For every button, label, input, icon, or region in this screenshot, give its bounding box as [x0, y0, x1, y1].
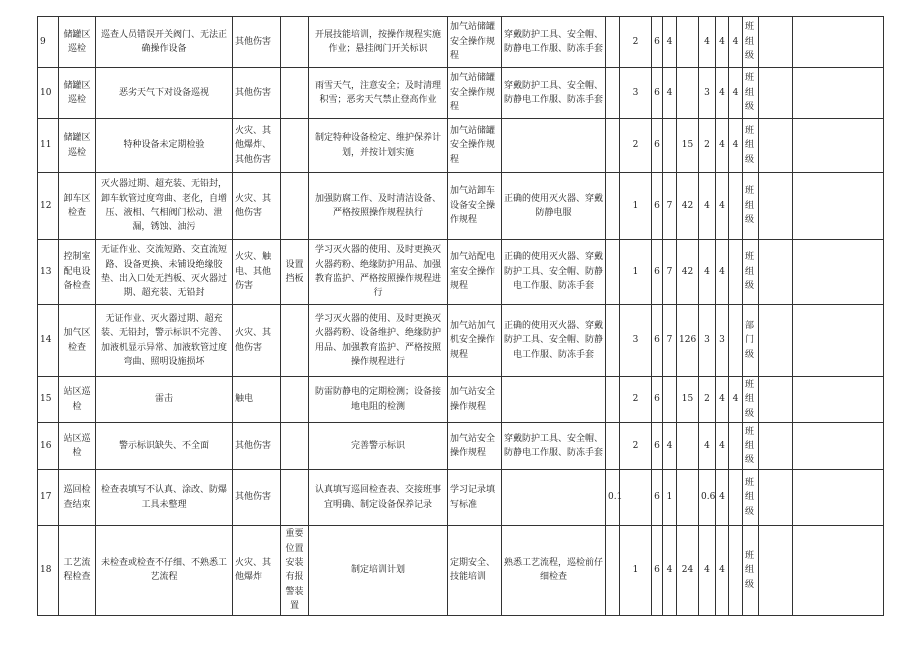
- likelihood-value: 1: [620, 240, 652, 305]
- risk-level-value: 4: [699, 173, 716, 240]
- training-education: 加气站安全操作规程: [448, 423, 502, 470]
- inspection-location: 控制室配电设备检查: [59, 240, 96, 305]
- management-measure: 完善警示标识: [309, 423, 448, 470]
- remark-cell: [759, 423, 793, 470]
- protective-equipment: 正确的使用灭火器、穿戴防护工具、安全帽、防静电工作服、防冻手套: [502, 305, 606, 377]
- inspection-location: 卸车区检查: [59, 173, 96, 240]
- control-grade: 班组级: [743, 173, 759, 240]
- risk-score: 126: [677, 305, 699, 377]
- emergency-measure: [606, 305, 620, 377]
- table-row: [38, 240, 884, 305]
- exposure-value: 6: [652, 119, 663, 173]
- hazard-description: 雷击: [96, 377, 233, 423]
- exposure-value: 6: [652, 240, 663, 305]
- hazard-description: 检查表填写不认真、涂改、防爆工具未整理: [96, 470, 233, 526]
- risk-level-value: 3: [699, 305, 716, 377]
- exposure-value: 6: [652, 17, 663, 68]
- inspection-location: 工艺流程检查: [59, 526, 96, 615]
- management-measure: 加强防腐工作、及时清洁设备、严格按照操作规程执行: [309, 173, 448, 240]
- inspection-location: 储罐区巡检: [59, 17, 96, 68]
- remark-cell-wide: [793, 240, 884, 305]
- emergency-measure: [606, 119, 620, 173]
- management-measure: 雨雪天气，注意安全；及时清理积雪；恶劣天气禁止登高作业: [309, 68, 448, 119]
- residual-score: [729, 423, 743, 470]
- management-measure: 认真填写巡回检查表、交接班事宜明确、制定设备保养记录: [309, 470, 448, 526]
- remark-cell-wide: [793, 526, 884, 615]
- row-number: 10: [38, 68, 59, 119]
- exposure-value: 6: [652, 173, 663, 240]
- remark-cell-wide: [793, 377, 884, 423]
- control-grade: 班组级: [743, 423, 759, 470]
- risk-score: 42: [677, 173, 699, 240]
- management-measure: 防雷防静电的定期检测；设备接地电阻的检测: [309, 377, 448, 423]
- accident-type: 触电: [233, 377, 281, 423]
- consequence-value: 4: [663, 423, 677, 470]
- hazard-description: 无证作业、交流短路、交直流短路、设备更换、未铺设绝缘胶垫、出入口处无挡板、灭火器过期、超充装、无铅封: [96, 240, 233, 305]
- control-grade: 班组级: [743, 17, 759, 68]
- inspection-location: 站区巡检: [59, 377, 96, 423]
- residual-value: 4: [716, 423, 729, 470]
- risk-level-value: 4: [699, 526, 716, 615]
- row-number: 17: [38, 470, 59, 526]
- emergency-measure: 0.1: [606, 470, 620, 526]
- remark-cell-wide: [793, 305, 884, 377]
- remark-cell: [759, 470, 793, 526]
- remark-cell-wide: [793, 423, 884, 470]
- emergency-measure: [606, 17, 620, 68]
- engineering-control: [281, 377, 309, 423]
- likelihood-value: 2: [620, 119, 652, 173]
- row-number: 13: [38, 240, 59, 305]
- likelihood-value: 1: [620, 173, 652, 240]
- hazard-description: 恶劣天气下对设备巡视: [96, 68, 233, 119]
- consequence-value: [663, 377, 677, 423]
- residual-value: 4: [716, 526, 729, 615]
- row-number: 15: [38, 377, 59, 423]
- remark-cell-wide: [793, 68, 884, 119]
- risk-level-value: 4: [699, 17, 716, 68]
- table-row: [38, 17, 884, 68]
- inspection-location: 巡回检查结束: [59, 470, 96, 526]
- emergency-measure: [606, 377, 620, 423]
- exposure-value: 6: [652, 305, 663, 377]
- training-education: 加气站卸车设备安全操作规程: [448, 173, 502, 240]
- remark-cell: [759, 68, 793, 119]
- residual-score: 4: [729, 377, 743, 423]
- protective-equipment: [502, 377, 606, 423]
- residual-value: 4: [716, 173, 729, 240]
- row-number: 11: [38, 119, 59, 173]
- table-row: [38, 119, 884, 173]
- risk-score: 24: [677, 526, 699, 615]
- engineering-control: [281, 17, 309, 68]
- residual-score: 4: [729, 17, 743, 68]
- risk-level-value: 2: [699, 377, 716, 423]
- likelihood-value: 2: [620, 377, 652, 423]
- exposure-value: 6: [652, 526, 663, 615]
- residual-value: 3: [716, 305, 729, 377]
- residual-value: 4: [716, 377, 729, 423]
- accident-type: 其他伤害: [233, 470, 281, 526]
- consequence-value: 1: [663, 470, 677, 526]
- risk-level-value: 4: [699, 423, 716, 470]
- table-row: [38, 377, 884, 423]
- accident-type: 火灾、其他伤害: [233, 305, 281, 377]
- remark-cell-wide: [793, 470, 884, 526]
- management-measure: 制定培训计划: [309, 526, 448, 615]
- row-number: 12: [38, 173, 59, 240]
- remark-cell: [759, 305, 793, 377]
- risk-score: 15: [677, 119, 699, 173]
- risk-level-value: 0.6: [699, 470, 716, 526]
- remark-cell: [759, 240, 793, 305]
- accident-type: 其他伤害: [233, 17, 281, 68]
- engineering-control: 重要位置安装有报警装置: [281, 526, 309, 615]
- management-measure: 学习灭火器的使用、及时更换灭火器药粉、设备维护、绝缘防护用品、加强教育监护、严格按照操作规程进行: [309, 305, 448, 377]
- consequence-value: 7: [663, 240, 677, 305]
- emergency-measure: [606, 423, 620, 470]
- row-number: 16: [38, 423, 59, 470]
- protective-equipment: 穿戴防护工具、安全帽、防静电工作服、防冻手套: [502, 68, 606, 119]
- accident-type: 火灾、触电、其他伤害: [233, 240, 281, 305]
- hazard-description: 巡查人员错误开关阀门、无法正确操作设备: [96, 17, 233, 68]
- risk-level-value: 3: [699, 68, 716, 119]
- protective-equipment: [502, 470, 606, 526]
- exposure-value: 6: [652, 423, 663, 470]
- remark-cell: [759, 119, 793, 173]
- training-education: 加气站储罐安全操作规程: [448, 17, 502, 68]
- accident-type: 火灾、其他爆炸: [233, 526, 281, 615]
- residual-value: 4: [716, 470, 729, 526]
- inspection-location: 储罐区巡检: [59, 68, 96, 119]
- engineering-control: [281, 305, 309, 377]
- remark-cell-wide: [793, 119, 884, 173]
- likelihood-value: 2: [620, 17, 652, 68]
- table-row: [38, 526, 884, 615]
- protective-equipment: 正确的使用灭火器、穿戴防静电服: [502, 173, 606, 240]
- risk-score: [677, 17, 699, 68]
- hazard-description: 无证作业、灭火器过期、超充装、无铅封，警示标识不完善、加液机显示异常、加液软管过度弯曲、照明设施损坏: [96, 305, 233, 377]
- table-row: [38, 423, 884, 470]
- likelihood-value: 2: [620, 423, 652, 470]
- management-measure: 学习灭火器的使用、及时更换灭火器药粉、绝缘防护用品、加强教育监护、严格按照操作规程进行: [309, 240, 448, 305]
- risk-score: [677, 68, 699, 119]
- likelihood-value: 1: [620, 526, 652, 615]
- inspection-location: 加气区检查: [59, 305, 96, 377]
- table-row: [38, 305, 884, 377]
- hazard-description: 未检查或检查不仔细、不熟悉工艺流程: [96, 526, 233, 615]
- likelihood-value: [620, 470, 652, 526]
- protective-equipment: [502, 119, 606, 173]
- row-number: 14: [38, 305, 59, 377]
- inspection-location: 站区巡检: [59, 423, 96, 470]
- likelihood-value: 3: [620, 305, 652, 377]
- residual-score: [729, 240, 743, 305]
- training-education: 加气站储罐安全操作规程: [448, 68, 502, 119]
- engineering-control: [281, 173, 309, 240]
- table-row: [38, 173, 884, 240]
- consequence-value: [663, 119, 677, 173]
- control-grade: 班组级: [743, 377, 759, 423]
- training-education: 定期安全、技能培训: [448, 526, 502, 615]
- control-grade: 部门级: [743, 305, 759, 377]
- consequence-value: 4: [663, 68, 677, 119]
- consequence-value: 4: [663, 17, 677, 68]
- residual-score: [729, 173, 743, 240]
- consequence-value: 7: [663, 305, 677, 377]
- engineering-control: [281, 68, 309, 119]
- remark-cell: [759, 173, 793, 240]
- residual-value: 4: [716, 240, 729, 305]
- control-grade: 班组级: [743, 470, 759, 526]
- remark-cell: [759, 526, 793, 615]
- risk-level-value: 4: [699, 240, 716, 305]
- protective-equipment: 穿戴防护工具、安全帽、防静电工作服、防冻手套: [502, 17, 606, 68]
- control-grade: 班组级: [743, 68, 759, 119]
- residual-score: [729, 526, 743, 615]
- residual-score: [729, 305, 743, 377]
- residual-value: 4: [716, 68, 729, 119]
- remark-cell: [759, 17, 793, 68]
- emergency-measure: [606, 68, 620, 119]
- hazard-description: 特种设备未定期检验: [96, 119, 233, 173]
- remark-cell: [759, 377, 793, 423]
- protective-equipment: 正确的使用灭火器、穿戴防护工具、安全帽、防静电工作服、防冻手套: [502, 240, 606, 305]
- engineering-control: [281, 423, 309, 470]
- management-measure: 开展技能培训，按操作规程实施作业；悬挂阀门开关标识: [309, 17, 448, 68]
- training-education: 加气站安全操作规程: [448, 377, 502, 423]
- accident-type: 其他伤害: [233, 68, 281, 119]
- remark-cell-wide: [793, 17, 884, 68]
- remark-cell-wide: [793, 173, 884, 240]
- inspection-location: 储罐区巡检: [59, 119, 96, 173]
- risk-level-value: 2: [699, 119, 716, 173]
- emergency-measure: [606, 173, 620, 240]
- control-grade: 班组级: [743, 119, 759, 173]
- risk-score: 15: [677, 377, 699, 423]
- accident-type: 火灾、其他伤害: [233, 173, 281, 240]
- exposure-value: 6: [652, 68, 663, 119]
- exposure-value: 6: [652, 470, 663, 526]
- likelihood-value: 3: [620, 68, 652, 119]
- control-grade: 班组级: [743, 240, 759, 305]
- residual-value: 4: [716, 17, 729, 68]
- risk-score: [677, 423, 699, 470]
- consequence-value: 4: [663, 526, 677, 615]
- residual-score: 4: [729, 119, 743, 173]
- control-grade: 班组级: [743, 526, 759, 615]
- exposure-value: 6: [652, 377, 663, 423]
- residual-value: 4: [716, 119, 729, 173]
- emergency-measure: [606, 240, 620, 305]
- residual-score: [729, 470, 743, 526]
- emergency-measure: [606, 526, 620, 615]
- risk-assessment-table: [37, 16, 884, 616]
- accident-type: 火灾、其他爆炸、其他伤害: [233, 119, 281, 173]
- risk-score: [677, 470, 699, 526]
- hazard-description: 灭火器过期、超充装、无铅封，卸车软管过度弯曲、老化，自增压、液相、气相阀门松动、泄漏，锈蚀、油污: [96, 173, 233, 240]
- engineering-control: 设置挡板: [281, 240, 309, 305]
- hazard-description: 警示标识缺失、不全面: [96, 423, 233, 470]
- consequence-value: 7: [663, 173, 677, 240]
- protective-equipment: 熟悉工艺流程，巡检前仔细检查: [502, 526, 606, 615]
- residual-score: 4: [729, 68, 743, 119]
- engineering-control: [281, 119, 309, 173]
- training-education: 学习记录填写标准: [448, 470, 502, 526]
- row-number: 18: [38, 526, 59, 615]
- training-education: 加气站配电室安全操作规程: [448, 240, 502, 305]
- table-row: [38, 68, 884, 119]
- table-row: [38, 470, 884, 526]
- management-measure: 制定特种设备检定、维护保养计划，并按计划实施: [309, 119, 448, 173]
- training-education: 加气站加气机安全操作规程: [448, 305, 502, 377]
- row-number: 9: [38, 17, 59, 68]
- protective-equipment: 穿戴防护工具、安全帽、防静电工作服、防冻手套: [502, 423, 606, 470]
- engineering-control: [281, 470, 309, 526]
- risk-score: 42: [677, 240, 699, 305]
- training-education: 加气站储罐安全操作规程: [448, 119, 502, 173]
- accident-type: 其他伤害: [233, 423, 281, 470]
